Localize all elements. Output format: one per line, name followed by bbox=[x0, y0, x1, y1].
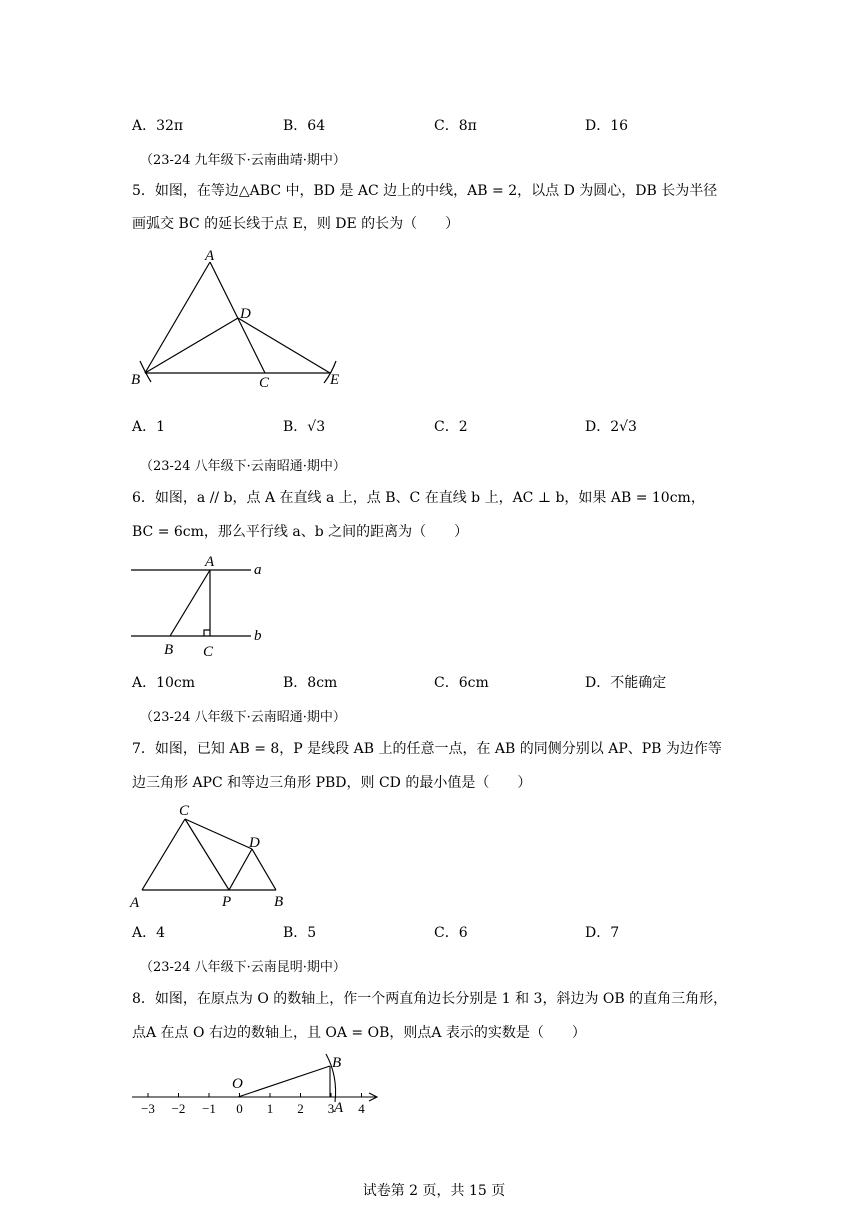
q6-right-angle-mark bbox=[204, 630, 210, 636]
q8-label-o: O bbox=[232, 1076, 243, 1092]
q7-choice-b: B．5 bbox=[283, 925, 317, 941]
q6-choice-d: D．不能确定 bbox=[585, 675, 667, 691]
q8-tick-label: 3 bbox=[327, 1101, 335, 1116]
q5-side-ab bbox=[145, 262, 210, 373]
q6-source: （23-24 八年级下·云南昭通·期中） bbox=[140, 459, 346, 474]
page-footer: 试卷第 2 页，共 15 页 bbox=[362, 1183, 506, 1199]
q7-label-p: P bbox=[222, 894, 232, 910]
q8-tick-label: 4 bbox=[358, 1101, 365, 1116]
q5-label-e: E bbox=[330, 372, 340, 388]
q8-source: （23-24 八年级下·云南昆明·期中） bbox=[140, 960, 346, 975]
q8-tick-label: −1 bbox=[202, 1101, 216, 1116]
q5-stem-line2: 画弧交 BC 的延长线于点 E，则 DE 的长为（ ） bbox=[132, 216, 460, 232]
q7-segment-cp bbox=[185, 819, 229, 890]
q5-choice-c: C．2 bbox=[434, 419, 468, 435]
q6-stem-line2: BC = 6cm，那么平行线 a、b 之间的距离为（ ） bbox=[132, 524, 469, 540]
q4-choice-c: C．8π bbox=[434, 118, 477, 134]
q5-source: （23-24 九年级下·云南曲靖·期中） bbox=[140, 153, 346, 168]
q7-label-a: A bbox=[130, 895, 140, 910]
q5-label-a: A bbox=[205, 248, 215, 264]
q7-source: （23-24 八年级下·云南昭通·期中） bbox=[140, 710, 346, 725]
q5-choice-a: A．1 bbox=[132, 419, 166, 435]
q6-label-line-a: a bbox=[254, 562, 262, 578]
q7-segment-pd bbox=[229, 849, 252, 890]
q5-figure bbox=[126, 248, 366, 398]
q5-median-bd bbox=[145, 318, 238, 373]
q7-label-c: C bbox=[179, 803, 190, 819]
q8-stem-line1: 8．如图，在原点为 O 的数轴上，作一个两直角边长分别是 1 和 3，斜边为 OB 的直角三角形， bbox=[132, 991, 728, 1007]
q7-figure bbox=[126, 800, 296, 910]
q6-figure bbox=[126, 550, 276, 662]
q6-label-b: B bbox=[164, 642, 174, 658]
q5-stem-line1: 5．如图，在等边△ABC 中，BD 是 AC 边上的中线，AB = 2，以点 D 为圆心，DB 长为半径 bbox=[132, 183, 718, 199]
q8-tick-label: −3 bbox=[141, 1101, 155, 1116]
q8-label-a: A bbox=[334, 1100, 344, 1116]
q8-tick-label: 2 bbox=[297, 1101, 304, 1116]
q5-label-c: C bbox=[259, 375, 270, 391]
q4-choice-d: D．16 bbox=[585, 118, 629, 134]
q5-side-ac bbox=[210, 262, 265, 373]
q6-choice-b: B．8cm bbox=[283, 675, 338, 691]
q6-label-line-b: b bbox=[254, 628, 262, 644]
q8-segment-ob bbox=[238, 1066, 330, 1097]
q7-choice-c: C．6 bbox=[434, 925, 468, 941]
q8-label-b: B bbox=[332, 1055, 342, 1071]
q7-stem-line2: 边三角形 APC 和等边三角形 PBD，则 CD 的最小值是（ ） bbox=[132, 775, 532, 791]
q7-segment-cd bbox=[185, 819, 252, 849]
q6-segment-ab bbox=[170, 570, 210, 636]
q8-stem-line2: 点A 在点 O 右边的数轴上，且 OA = OB，则点A 表示的实数是（ ） bbox=[132, 1025, 586, 1041]
q7-segment-db bbox=[252, 849, 276, 890]
q4-choice-b: B．64 bbox=[283, 118, 326, 134]
q7-label-b: B bbox=[274, 894, 284, 910]
q6-label-a: A bbox=[205, 554, 215, 570]
q6-stem-line1: 6．如图，a // b，点 A 在直线 a 上，点 B、C 在直线 b 上，AC ⊥ b，如果 AB = 10cm， bbox=[132, 490, 705, 506]
q7-segment-ac bbox=[142, 819, 185, 890]
q8-tick-label: 1 bbox=[266, 1101, 274, 1116]
q7-choice-a: A．4 bbox=[132, 925, 166, 941]
q4-choice-a: A．32π bbox=[132, 118, 184, 134]
q8-figure bbox=[126, 1050, 386, 1122]
q7-stem-line1: 7．如图，已知 AB = 8，P 是线段 AB 上的任意一点，在 AB 的同侧分别以 AP、PB 为边作等 bbox=[132, 741, 722, 757]
q6-choice-a: A．10cm bbox=[132, 675, 196, 691]
q5-label-d: D bbox=[240, 306, 251, 322]
q5-label-b: B bbox=[131, 372, 141, 388]
q7-choice-d: D．7 bbox=[585, 925, 620, 941]
q5-arc-b bbox=[140, 361, 151, 382]
q8-tick-label: 0 bbox=[236, 1101, 243, 1116]
q8-tick-label: −2 bbox=[171, 1101, 186, 1116]
q5-choice-b: B．√3 bbox=[283, 419, 326, 435]
q7-label-d: D bbox=[249, 835, 260, 851]
q5-choice-d: D．2√3 bbox=[585, 419, 637, 435]
q6-label-c: C bbox=[203, 644, 214, 660]
q6-choice-c: C．6cm bbox=[434, 675, 489, 691]
